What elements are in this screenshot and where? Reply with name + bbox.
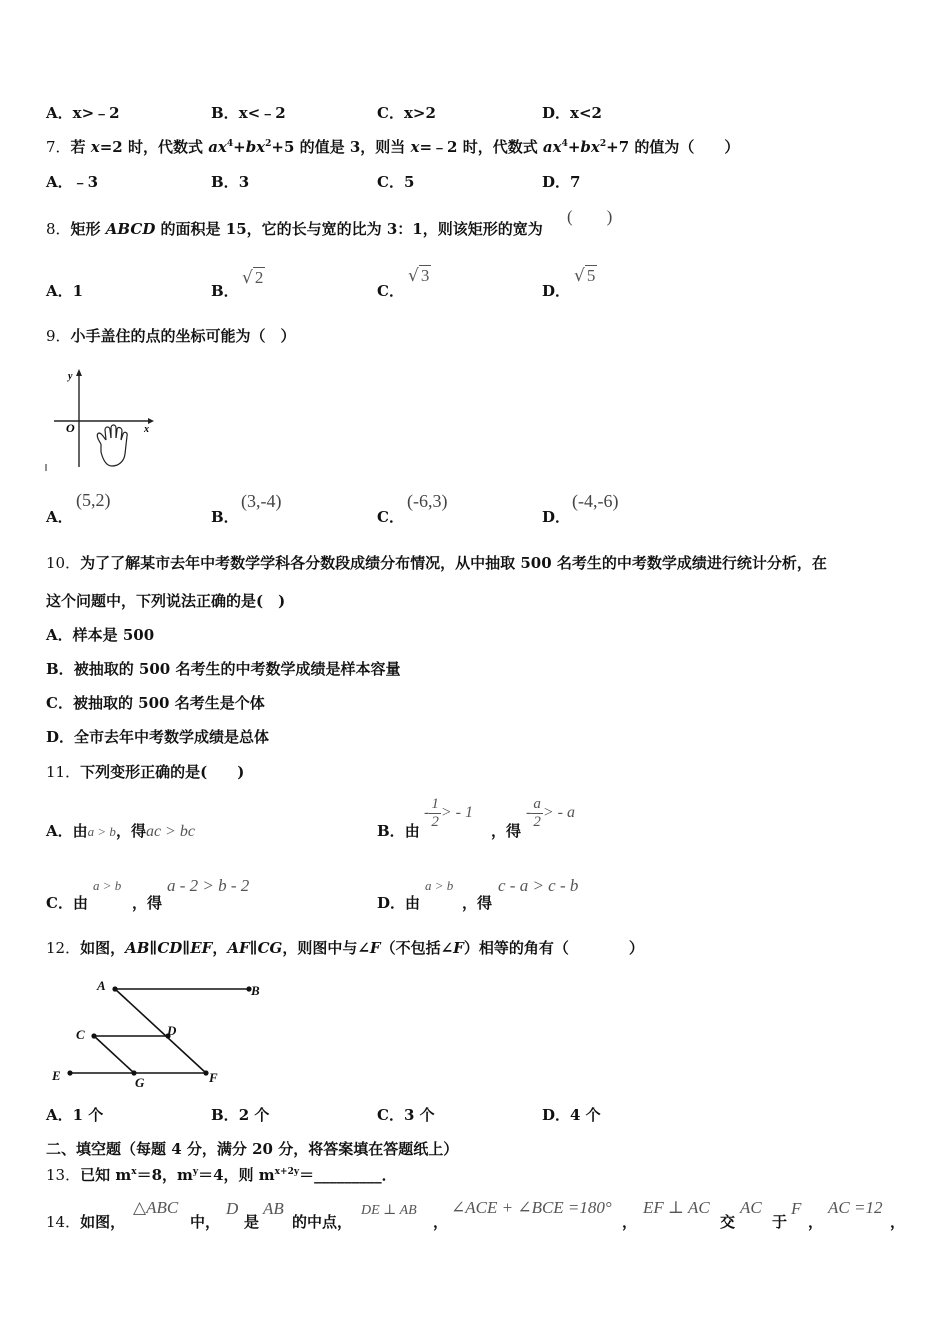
q9-coord-d: (-4,-6) — [572, 491, 619, 511]
label-f: F — [209, 1070, 218, 1085]
y-axis-label: y — [68, 371, 73, 382]
q14-yu: 于 — [772, 1213, 788, 1231]
q10-option-d[interactable]: D．全市去年中考数学成绩是总体 — [46, 728, 270, 746]
point-e — [67, 1070, 72, 1075]
q6-option-d[interactable] — [542, 102, 602, 123]
q11-b-result: - $\frac{a}{2}$ > - a — [526, 796, 575, 830]
q11-option-a[interactable]: A．由a > b，得ac > bc — [46, 822, 195, 840]
q11-d-de: ，得 — [462, 894, 493, 912]
label-a: A — [97, 978, 106, 993]
q14-number: 14．如图， — [46, 1213, 126, 1231]
sqrt-5: √ 5 — [574, 266, 596, 286]
q14-shi: 是 — [244, 1213, 260, 1231]
q11-b-de: ，得 — [491, 822, 522, 840]
q9-stem: 9．小手盖住的点的坐标可能为（ ） — [46, 327, 296, 345]
q8-option-b[interactable]: B． — [211, 282, 239, 300]
q9-coord-b: (3,-4) — [241, 491, 282, 511]
y-axis-arrow — [76, 369, 82, 376]
sqrt-2: √ 2 — [242, 268, 264, 288]
q9-option-a[interactable]: A． — [46, 508, 73, 526]
q11-d-condition: a > b — [425, 878, 454, 893]
point-f — [203, 1070, 208, 1075]
segment-af — [115, 989, 206, 1073]
q10-option-a[interactable]: A．样本是 500 — [46, 626, 155, 644]
q11-d-result: c - a > c - b — [498, 876, 579, 895]
option-text: x>2 — [403, 104, 436, 122]
q9-coordinate-figure — [44, 364, 156, 474]
q9-option-b[interactable]: B． — [211, 508, 239, 526]
q8-paren: ( ) — [567, 207, 613, 226]
sqrt-3: √ 3 — [408, 266, 430, 286]
q11-b-condition: - $\frac{1}{2}$ > - 1 — [424, 796, 473, 830]
option-label: D． — [542, 104, 571, 122]
q11-option-c[interactable]: C．由 — [46, 894, 88, 912]
option-label: B． — [211, 104, 239, 122]
q14-jiao: 交 — [720, 1213, 736, 1231]
q13-stem: 13．已知 $m^x=8$，$m^y=4$，则 $m^{x+2y}=\_\_\_\_\_\_\_\_\_$． — [46, 1166, 397, 1184]
q11-c-result: a - 2 > b - 2 — [167, 876, 250, 895]
q14-triangle: △ABC — [133, 1198, 179, 1217]
hand-icon — [97, 425, 127, 466]
q14-f: F — [791, 1199, 802, 1218]
point-a — [112, 986, 117, 991]
q12-option-b[interactable]: B．2 个 — [211, 1106, 270, 1124]
q9-option-d[interactable]: D． — [542, 508, 571, 526]
q11-option-d[interactable]: D．由 — [377, 894, 421, 912]
q11-c-condition: a > b — [93, 878, 122, 893]
q8-option-a[interactable]: A．1 — [46, 282, 84, 300]
q9-coord-c: (-6,3) — [407, 491, 448, 511]
answer-blank[interactable]: _________ — [314, 1166, 382, 1184]
q14-perp: DE ⊥ AB — [361, 1203, 417, 1218]
q12-option-c[interactable]: C．3 个 — [377, 1106, 435, 1124]
q8-option-c[interactable]: C． — [377, 282, 404, 300]
q14-ef-perp: EF ⊥ AC — [643, 1198, 710, 1217]
point-c — [91, 1033, 96, 1038]
label-d: D — [167, 1023, 177, 1038]
q14-d: D — [226, 1199, 239, 1218]
q14-midpoint: 的中点， — [292, 1213, 353, 1231]
option-label: C． — [377, 104, 404, 122]
q10-option-b[interactable]: B．被抽取的 500 名考生的中考数学成绩是样本容量 — [46, 660, 401, 678]
q14-ac: AC — [740, 1198, 762, 1217]
q7-option-b[interactable]: B．3 — [211, 173, 250, 191]
q9-option-c[interactable]: C． — [377, 508, 404, 526]
option-text: x>﹣2 — [72, 104, 120, 122]
q6-option-c[interactable] — [377, 102, 436, 123]
x-axis-label: x — [144, 424, 149, 435]
q14-ab: AB — [263, 1199, 284, 1218]
q12-stem: 12．如图，AB∥CD∥EF，AF∥CG，则图中与∠F（不包括∠F）相等的角有（ ） — [46, 939, 644, 957]
q7-option-a[interactable]: A．﹣3 — [46, 173, 99, 191]
option-label: A． — [46, 104, 73, 122]
q12-parallel-figure — [46, 974, 276, 1094]
q10-stem-line2: 这个问题中，下列说法正确的是( ) — [46, 592, 286, 610]
label-b: B — [251, 983, 260, 998]
q14-comma1: ， — [433, 1213, 449, 1231]
q7-option-d[interactable]: D．7 — [542, 173, 581, 191]
section-heading: 二、填空题（每题 4 分，满分 20 分，将答案填在答题纸上） — [46, 1140, 459, 1158]
origin-label: O — [66, 421, 75, 435]
q6-option-b[interactable] — [211, 102, 286, 123]
label-g: G — [135, 1075, 145, 1090]
segment-cg — [94, 1036, 134, 1073]
q8-option-d[interactable]: D． — [542, 282, 571, 300]
q10-stem-line1: 10．为了了解某市去年中考数学学科各分数段成绩分布情况，从中抽取 500 名考生的中考数学成绩进行统计分析，在 — [46, 554, 827, 572]
q14-comma3: ， — [808, 1213, 824, 1231]
q14-angles: ∠ACE + ∠BCE =180° — [451, 1198, 612, 1217]
q7-option-c[interactable]: C．5 — [377, 173, 415, 191]
q11-stem: 11．下列变形正确的是( ) — [46, 763, 245, 781]
q14-comma4: ， — [890, 1213, 906, 1231]
label-e: E — [52, 1068, 61, 1083]
q10-option-c[interactable]: C．被抽取的 500 名考生是个体 — [46, 694, 265, 712]
q8-stem: 8．矩形 ABCD 的面积是 15，它的长与宽的比为 3：1，则该矩形的宽为 — [46, 220, 543, 238]
q12-option-a[interactable]: A．1 个 — [46, 1106, 104, 1124]
option-text: x<﹣2 — [238, 104, 286, 122]
q6-option-a[interactable] — [46, 102, 120, 123]
q11-option-b[interactable]: B．由 — [377, 822, 420, 840]
q14-zhong: 中， — [190, 1213, 221, 1231]
q7-stem: 7．若 x=2 时，代数式 $ax^4+bx^2+5$ 的值是 3，则当 x=﹣2 时，代数式 $ax^4+bx^2+7$ 的值为（ ） — [46, 138, 740, 156]
label-c: C — [76, 1027, 85, 1042]
q12-option-d[interactable]: D．4 个 — [542, 1106, 601, 1124]
option-text: x<2 — [570, 104, 602, 122]
q11-c-de: ，得 — [132, 894, 163, 912]
q9-coord-a: (5,2) — [76, 490, 111, 510]
q14-ac12: AC =12 — [828, 1198, 883, 1217]
q14-comma2: ， — [622, 1213, 638, 1231]
